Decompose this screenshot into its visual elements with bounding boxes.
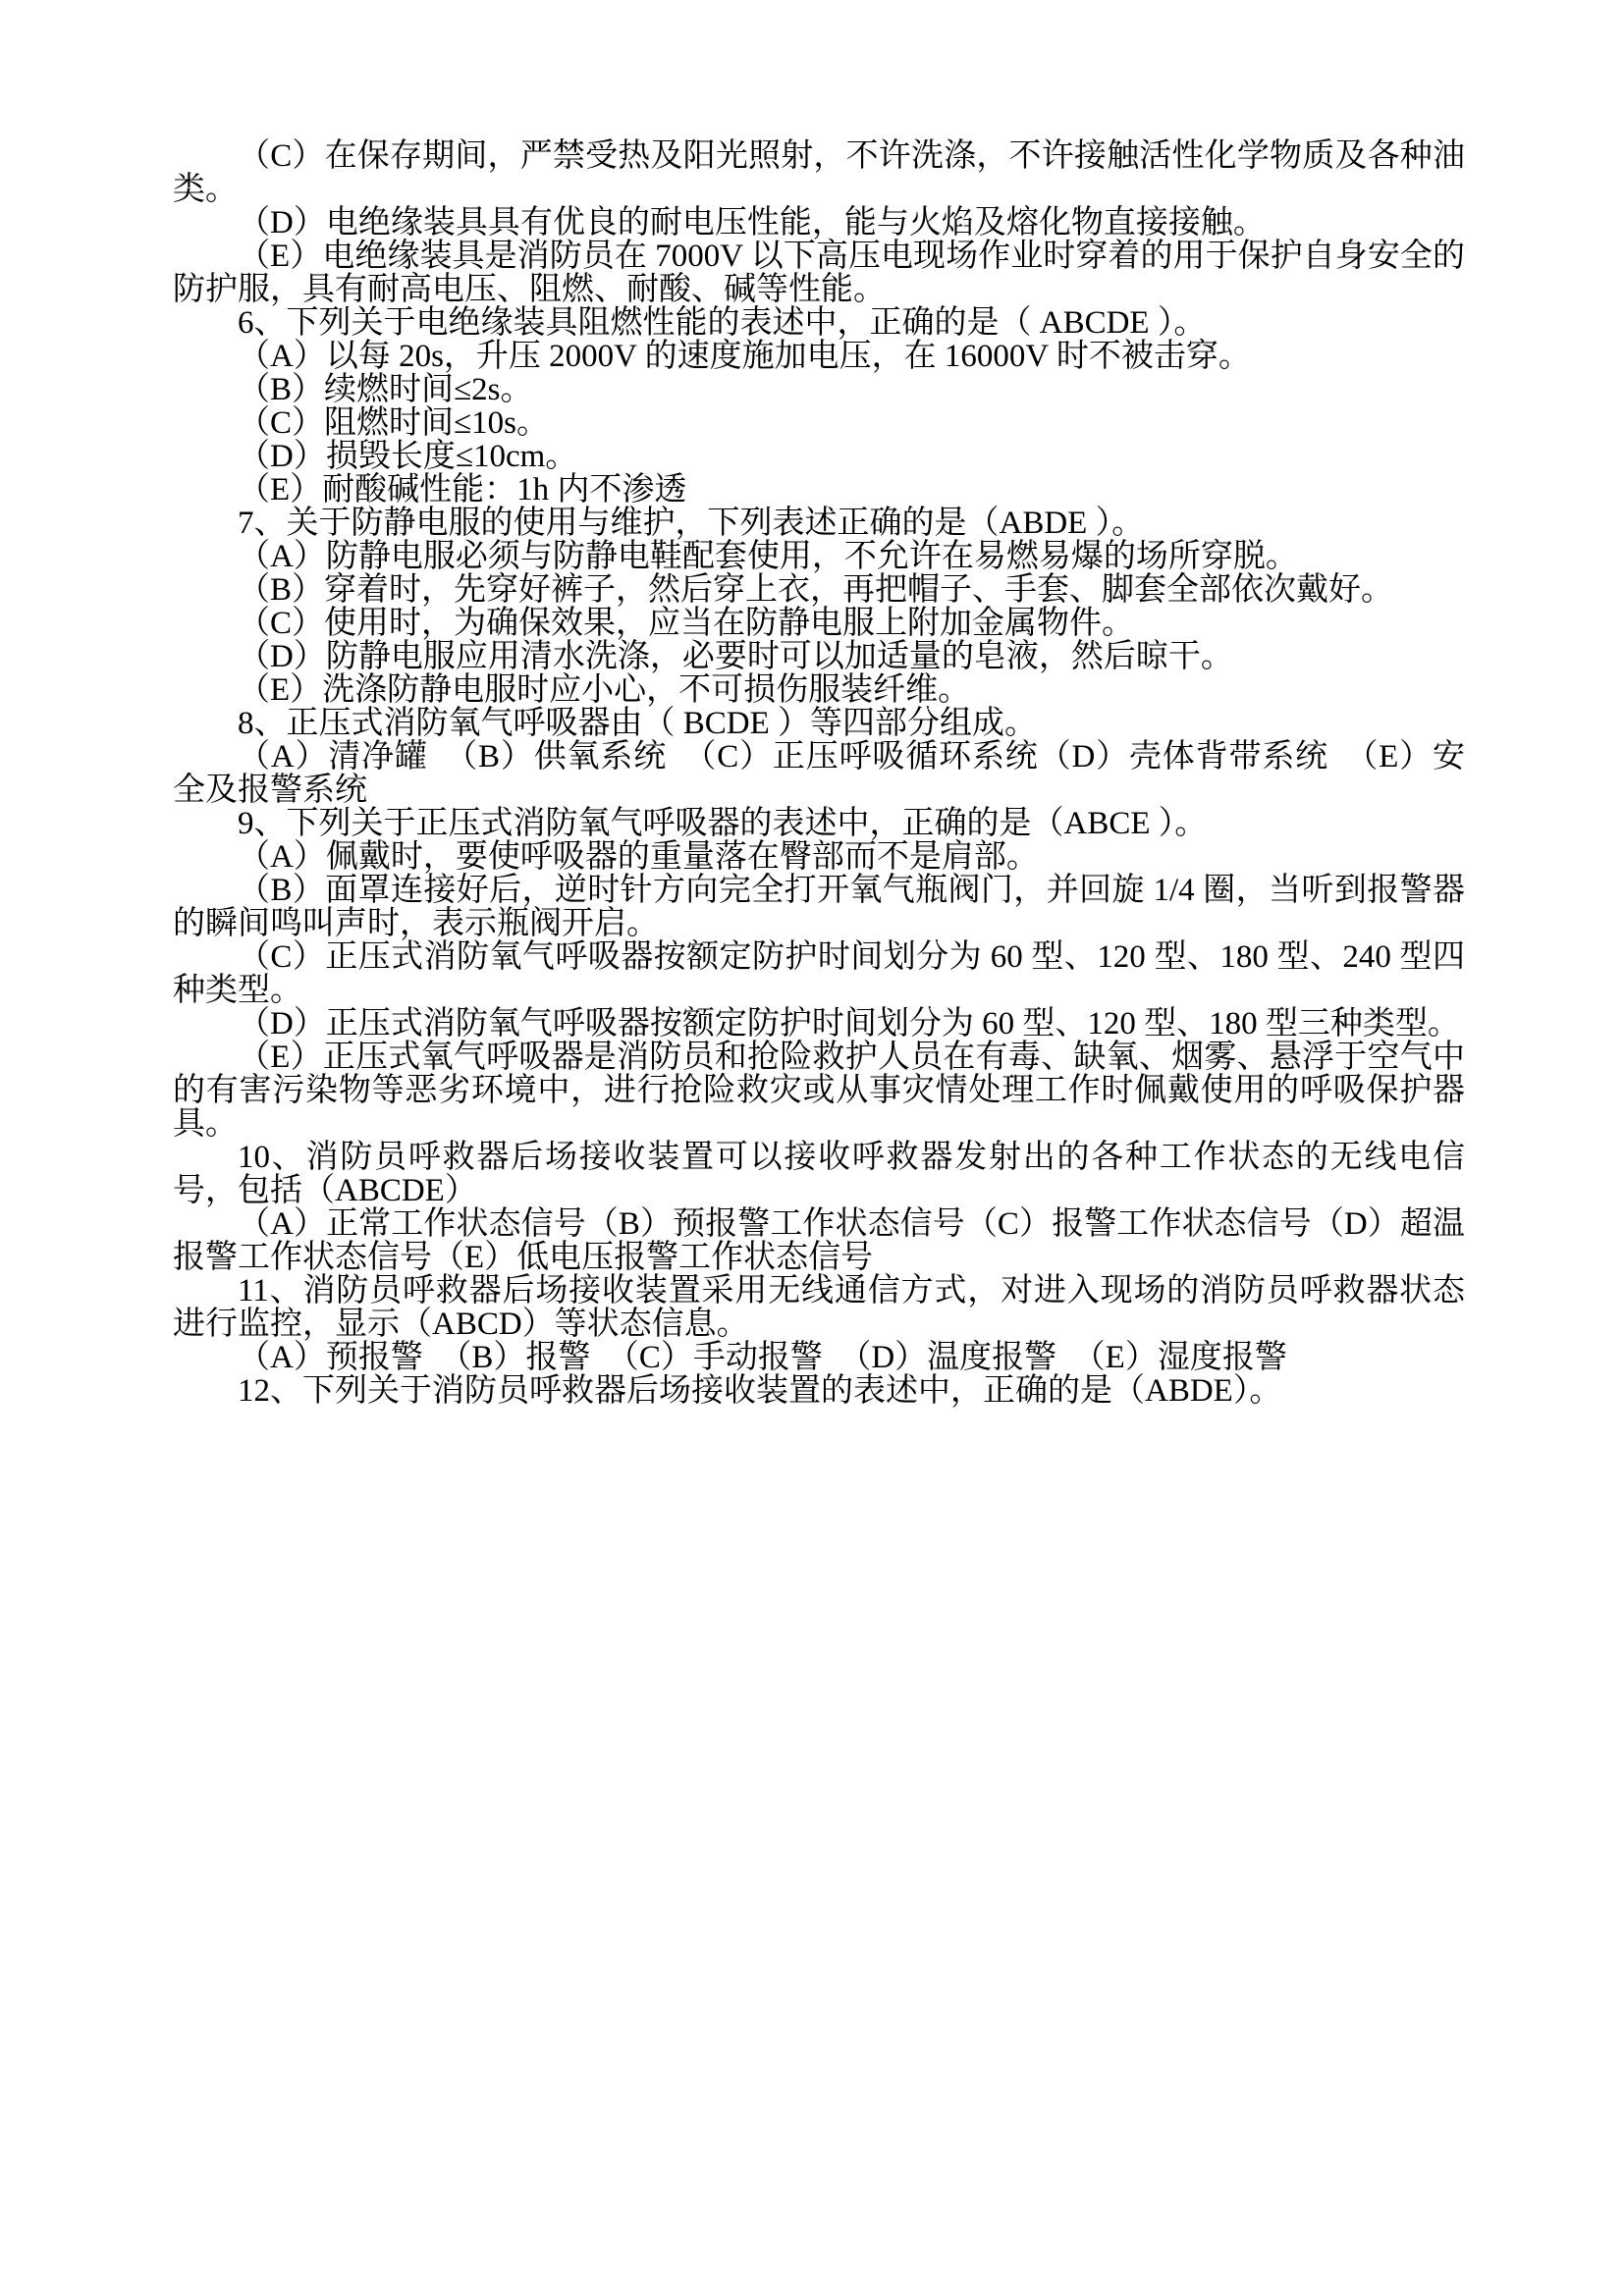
paragraph: 8、正压式消防氧气呼吸器由（ BCDE ）等四部分组成。 [238, 706, 1038, 741]
paragraph: （A）正常工作状态信号（B）预报警工作状态信号（C）报警工作状态信号（D）超温报警工作状态信号（E）低电压报警工作状态信号 [173, 1206, 1465, 1275]
document-body [173, 139, 1465, 1408]
paragraph: （E）洗涤防静电服时应小心，不可损伤服装纤维。 [238, 672, 971, 708]
paragraph: （A）以每 20s，升压 2000V 的速度施加电压，在 16000V 时不被击穿。 [238, 339, 1251, 374]
paragraph: （A）清净罐 （B）供氧系统 （C）正压呼吸循环系统（D）壳体背带系统 （E）安全及报警系统 [173, 739, 1465, 808]
paragraph: （C）在保存期间，严禁受热及阳光照射，不许洗涤，不许接触活性化学物质及各种油类。 [173, 138, 1465, 207]
paragraph: （E）电绝缘装具是消防员在 7000V 以下高压电现场作业时穿着的用于保护自身安全的防护服，具有耐高电压、阻燃、耐酸、碱等性能。 [173, 239, 1465, 307]
paragraph: （A）预报警 （B）报警 （C）手动报警 （D）温度报警 （E）湿度报警 [238, 1340, 1287, 1375]
paragraph: （A）防静电服必须与防静电鞋配套使用，不允许在易燃易爆的场所穿脱。 [238, 539, 1298, 574]
paragraph: （C）阻燃时间≤10s。 [238, 405, 549, 441]
paragraph: （A）佩戴时，要使呼吸器的重量落在臀部而不是肩部。 [238, 839, 1039, 875]
paragraph: 7、关于防静电服的使用与维护，下列表述正确的是（ABDE ）。 [238, 506, 1145, 541]
paragraph: （B）穿着时，先穿好裤子，然后穿上衣，再把帽子、手套、脚套全部依次戴好。 [238, 572, 1394, 608]
paragraph: 11、消防员呼救器后场接收装置采用无线通信方式，对进入现场的消防员呼救器状态进行监控，显示（ABCD）等状态信息。 [173, 1273, 1465, 1342]
paragraph: 10、消防员呼救器后场接收装置可以接收呼救器发射出的各种工作状态的无线电信号，包括（ABCDE） [173, 1140, 1465, 1208]
paragraph: （D）损毁长度≤10cm。 [238, 439, 578, 474]
paragraph: （E）耐酸碱性能：1h 内不渗透 [238, 472, 687, 507]
paragraph: （D）电绝缘装具具有优良的耐电压性能，能与火焰及熔化物直接接触。 [238, 205, 1266, 240]
paragraph: 12、下列关于消防员呼救器后场接收装置的表述中，正确的是（ABDE）。 [238, 1373, 1282, 1409]
paragraph: （C）正压式消防氧气呼吸器按额定防护时间划分为 60 型、120 型、180 型、240 型四种类型。 [173, 939, 1465, 1008]
paragraph: 6、下列关于电绝缘装具阻燃性能的表述中，正确的是（ ABCDE ）。 [238, 305, 1207, 341]
paragraph: （D）正压式消防氧气呼吸器按额定防护时间划分为 60 型、120 型、180 型三种类型。 [238, 1006, 1460, 1041]
paragraph: （C）使用时，为确保效果，应当在防静电服上附加金属物件。 [238, 606, 1135, 641]
paragraph: （D）防静电服应用清水洗涤，必要时可以加适量的皂液，然后晾干。 [238, 639, 1233, 674]
paragraph: 9、下列关于正压式消防氧气呼吸器的表述中，正确的是（ABCE ）。 [238, 806, 1208, 841]
paragraph: （B）续燃时间≤2s。 [238, 372, 533, 407]
paragraph: （E）正压式氧气呼吸器是消防员和抢险救护人员在有毒、缺氧、烟雾、悬浮于空气中的有害污染物等恶劣环境中，进行抢险救灾或从事灾情处理工作时佩戴使用的呼吸保护器具。 [173, 1040, 1465, 1142]
paragraph: （B）面罩连接好后，逆时针方向完全打开氧气瓶阀门，并回旋 1/4 圈，当听到报警器的瞬间鸣叫声时，表示瓶阀开启。 [173, 873, 1465, 941]
